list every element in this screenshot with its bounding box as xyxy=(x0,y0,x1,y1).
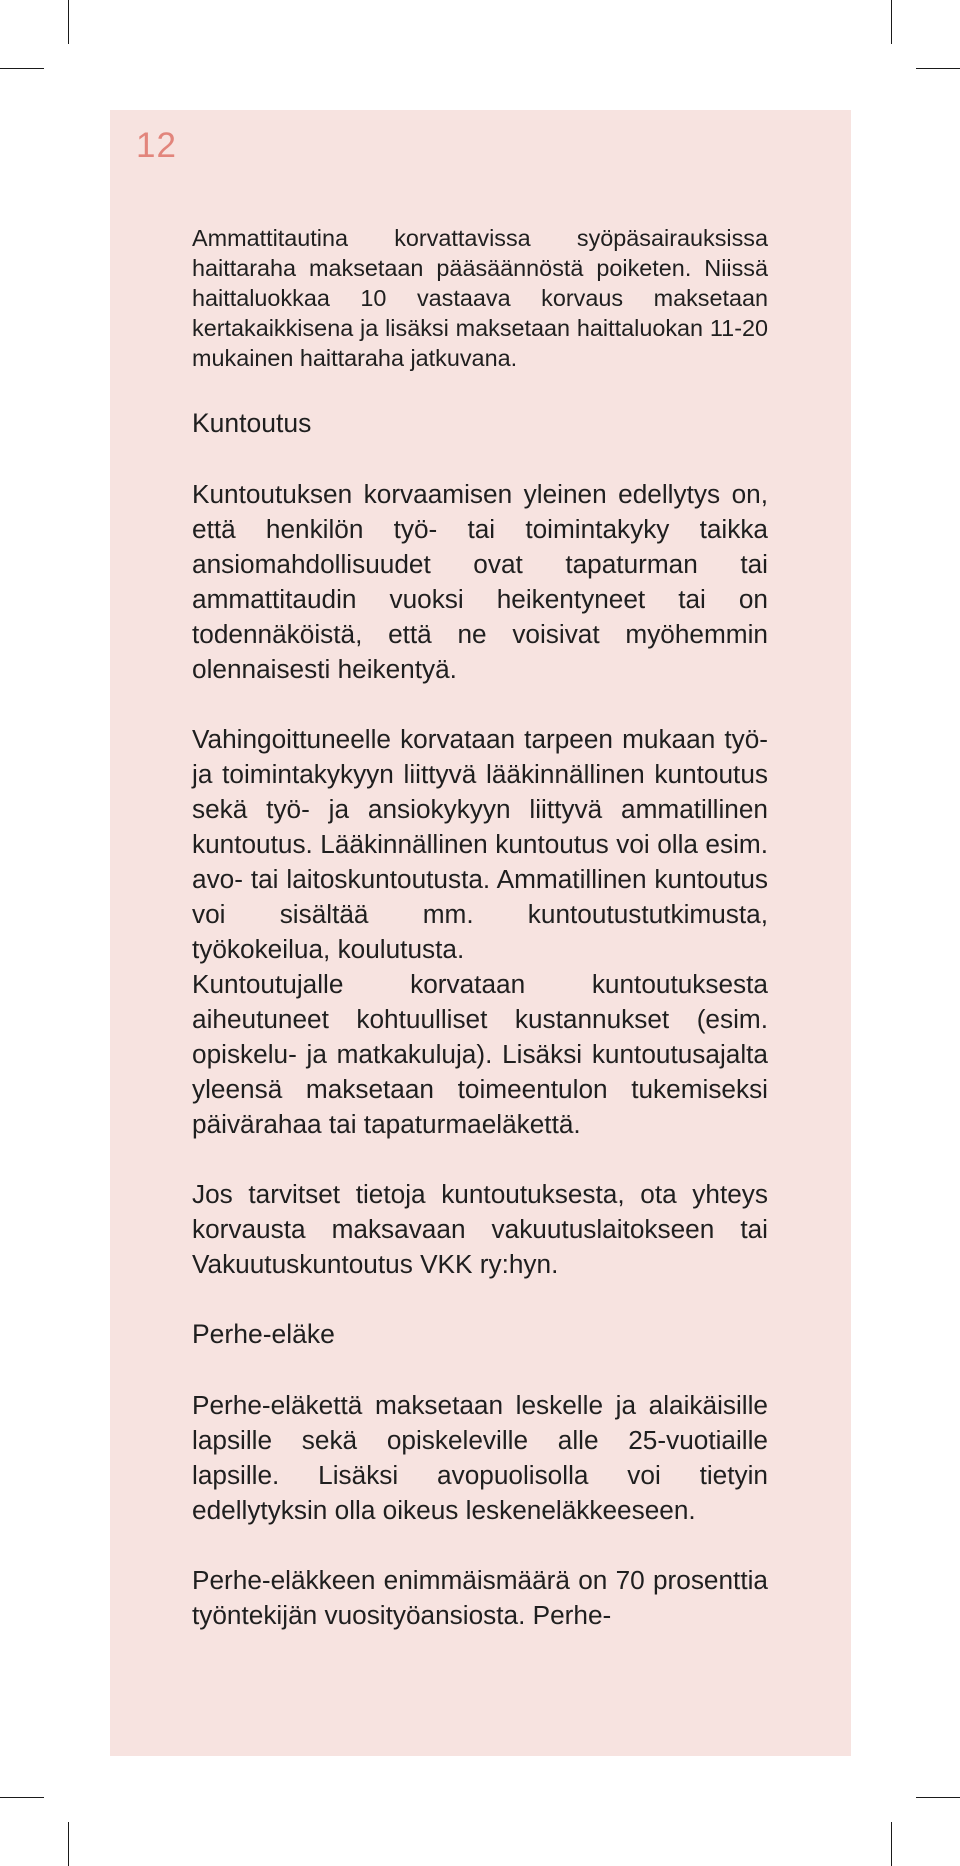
kuntoutus-paragraph-2: Vahingoittuneelle korvataan tarpeen mukaan työ- ja toimintakykyyn liittyvä lääkinnällinen kuntoutus sekä työ- ja ansiokykyyn liittyvä ammatillinen kuntoutus. Lääkinnällinen kuntoutus voi olla esim. avo- tai laitoskuntoutusta. Ammatillinen kuntoutus voi sisältää mm. kuntoutustutkimusta, työkokeilua, koulutusta. xyxy=(192,724,768,964)
crop-mark-bottom-right-horizontal xyxy=(916,1797,960,1798)
perhe-elake-heading: Perhe-eläke xyxy=(192,1319,335,1349)
crop-mark-top-left-horizontal xyxy=(0,68,44,69)
kuntoutus-paragraph-4: Jos tarvitset tietoja kuntoutuksesta, ota yhteys korvausta maksavaan vakuutuslaitokseen tai Vakuutuskuntoutus VKK ry:hyn. xyxy=(192,1179,768,1279)
page-panel xyxy=(110,110,851,1756)
crop-mark-top-right-horizontal xyxy=(916,68,960,69)
kuntoutus-heading: Kuntoutus xyxy=(192,408,312,438)
page-content xyxy=(192,223,768,1633)
crop-mark-top-right-vertical xyxy=(891,0,892,44)
crop-mark-bottom-right-vertical xyxy=(891,1822,892,1866)
perhe-elake-paragraph-2: Perhe-eläkkeen enimmäismäärä on 70 prosenttia työntekijän vuosityöansiosta. Perhe- xyxy=(192,1565,768,1630)
kuntoutus-paragraph-3: Kuntoutujalle korvataan kuntoutuksesta aiheutuneet kohtuulliset kustannukset (esim. opiskelu- ja matkakuluja). Lisäksi kuntoutusajalta yleensä maksetaan toimeentulon tukemiseksi päivärahaa tai tapaturmaeläkettä. xyxy=(192,969,768,1139)
crop-mark-bottom-left-horizontal xyxy=(0,1797,44,1798)
perhe-elake-paragraph-1: Perhe-eläkettä maksetaan leskelle ja alaikäisille lapsille sekä opiskeleville alle 25-vuotiaille lapsille. Lisäksi avopuolisolla voi tietyin edellytyksin olla oikeus leskeneläkkeeseen. xyxy=(192,1390,768,1525)
crop-mark-bottom-left-vertical xyxy=(68,1822,69,1866)
intro-paragraph: Ammattitautina korvattavissa syöpäsairauksissa haittaraha maksetaan pääsäännöstä poiketen. Niissä haittaluokkaa 10 vastaava korvaus maksetaan kertakaikkisena ja lisäksi maksetaan haittaluokan 11-20 mukainen haittaraha jatkuvana. xyxy=(192,225,768,371)
page-number: 12 xyxy=(136,126,177,165)
kuntoutus-paragraph-1: Kuntoutuksen korvaamisen yleinen edellytys on, että henkilön työ- tai toimintakyky taikka ansiomahdollisuudet ovat tapaturman tai ammattitaudin vuoksi heikentyneet tai on todennäköistä, että ne voisivat myöhemmin olennaisesti heikentyä. xyxy=(192,479,768,684)
crop-mark-top-left-vertical xyxy=(68,0,69,44)
